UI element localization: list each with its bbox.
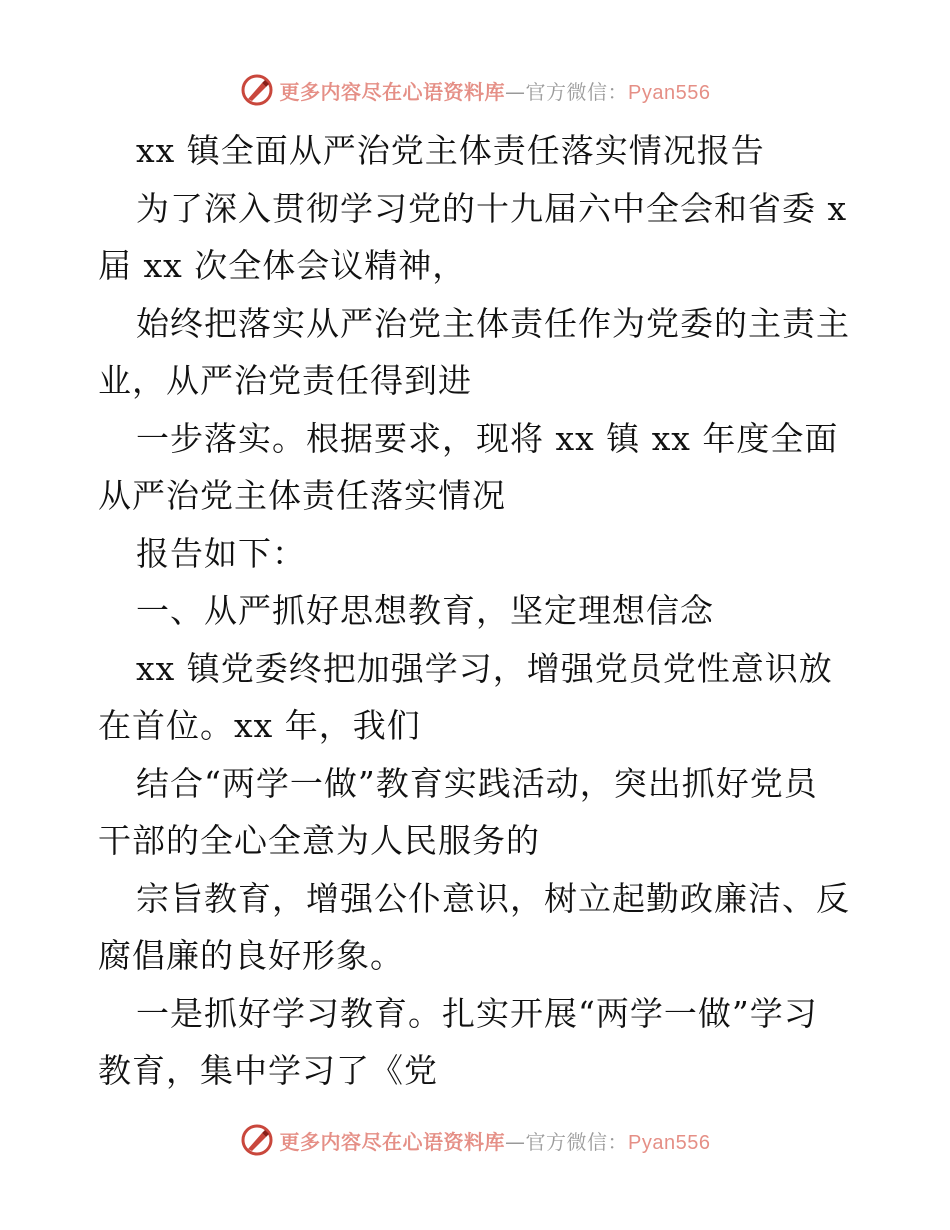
- document-body: [98, 122, 868, 1100]
- text-line: 届 xx 次全体会议精神，: [98, 246, 467, 285]
- footer-watermark: [0, 1120, 950, 1160]
- text-line: 报告如下：: [136, 533, 306, 573]
- text-line: 在首位。xx 年，我们: [98, 706, 421, 745]
- text-line: xx 镇全面从严治党主体责任落实情况报告: [136, 131, 765, 170]
- watermark-text: 更多内容尽在心语资料库—官方微信：Pyan556: [279, 79, 711, 104]
- pen-logo-icon: [240, 1123, 274, 1157]
- text-line: 始终把落实从严治党主体责任作为党委的主责主: [136, 303, 850, 343]
- pen-logo-icon: [240, 73, 274, 107]
- text-line: 为了深入贯彻学习党的十九届六中全会和省委 x: [136, 188, 848, 228]
- text-line: 一、从严抓好思想教育，坚定理想信念: [136, 591, 714, 630]
- text-line: xx 镇党委终把加强学习，增强党员党性意识放: [136, 648, 833, 688]
- text-line: 宗旨教育，增强公仆意识，树立起勤政廉洁、反: [136, 878, 850, 918]
- text-line: 一步落实。根据要求，现将 xx 镇 xx 年度全面: [136, 418, 839, 458]
- text-line: 教育，集中学习了《党: [98, 1051, 438, 1090]
- text-line: 腐倡廉的良好形象。: [98, 936, 404, 975]
- text-line: 一是抓好学习教育。扎实开展“两学一做”学习: [136, 993, 818, 1033]
- header-watermark: [0, 70, 950, 110]
- text-line: 业，从严治党责任得到进: [98, 361, 472, 400]
- text-line: 结合“两学一做”教育实践活动，突出抓好党员: [136, 763, 818, 803]
- text-line: 从严治党主体责任落实情况: [98, 476, 506, 515]
- text-line: 干部的全心全意为人民服务的: [98, 821, 540, 860]
- watermark-text: 更多内容尽在心语资料库—官方微信：Pyan556: [279, 1129, 711, 1154]
